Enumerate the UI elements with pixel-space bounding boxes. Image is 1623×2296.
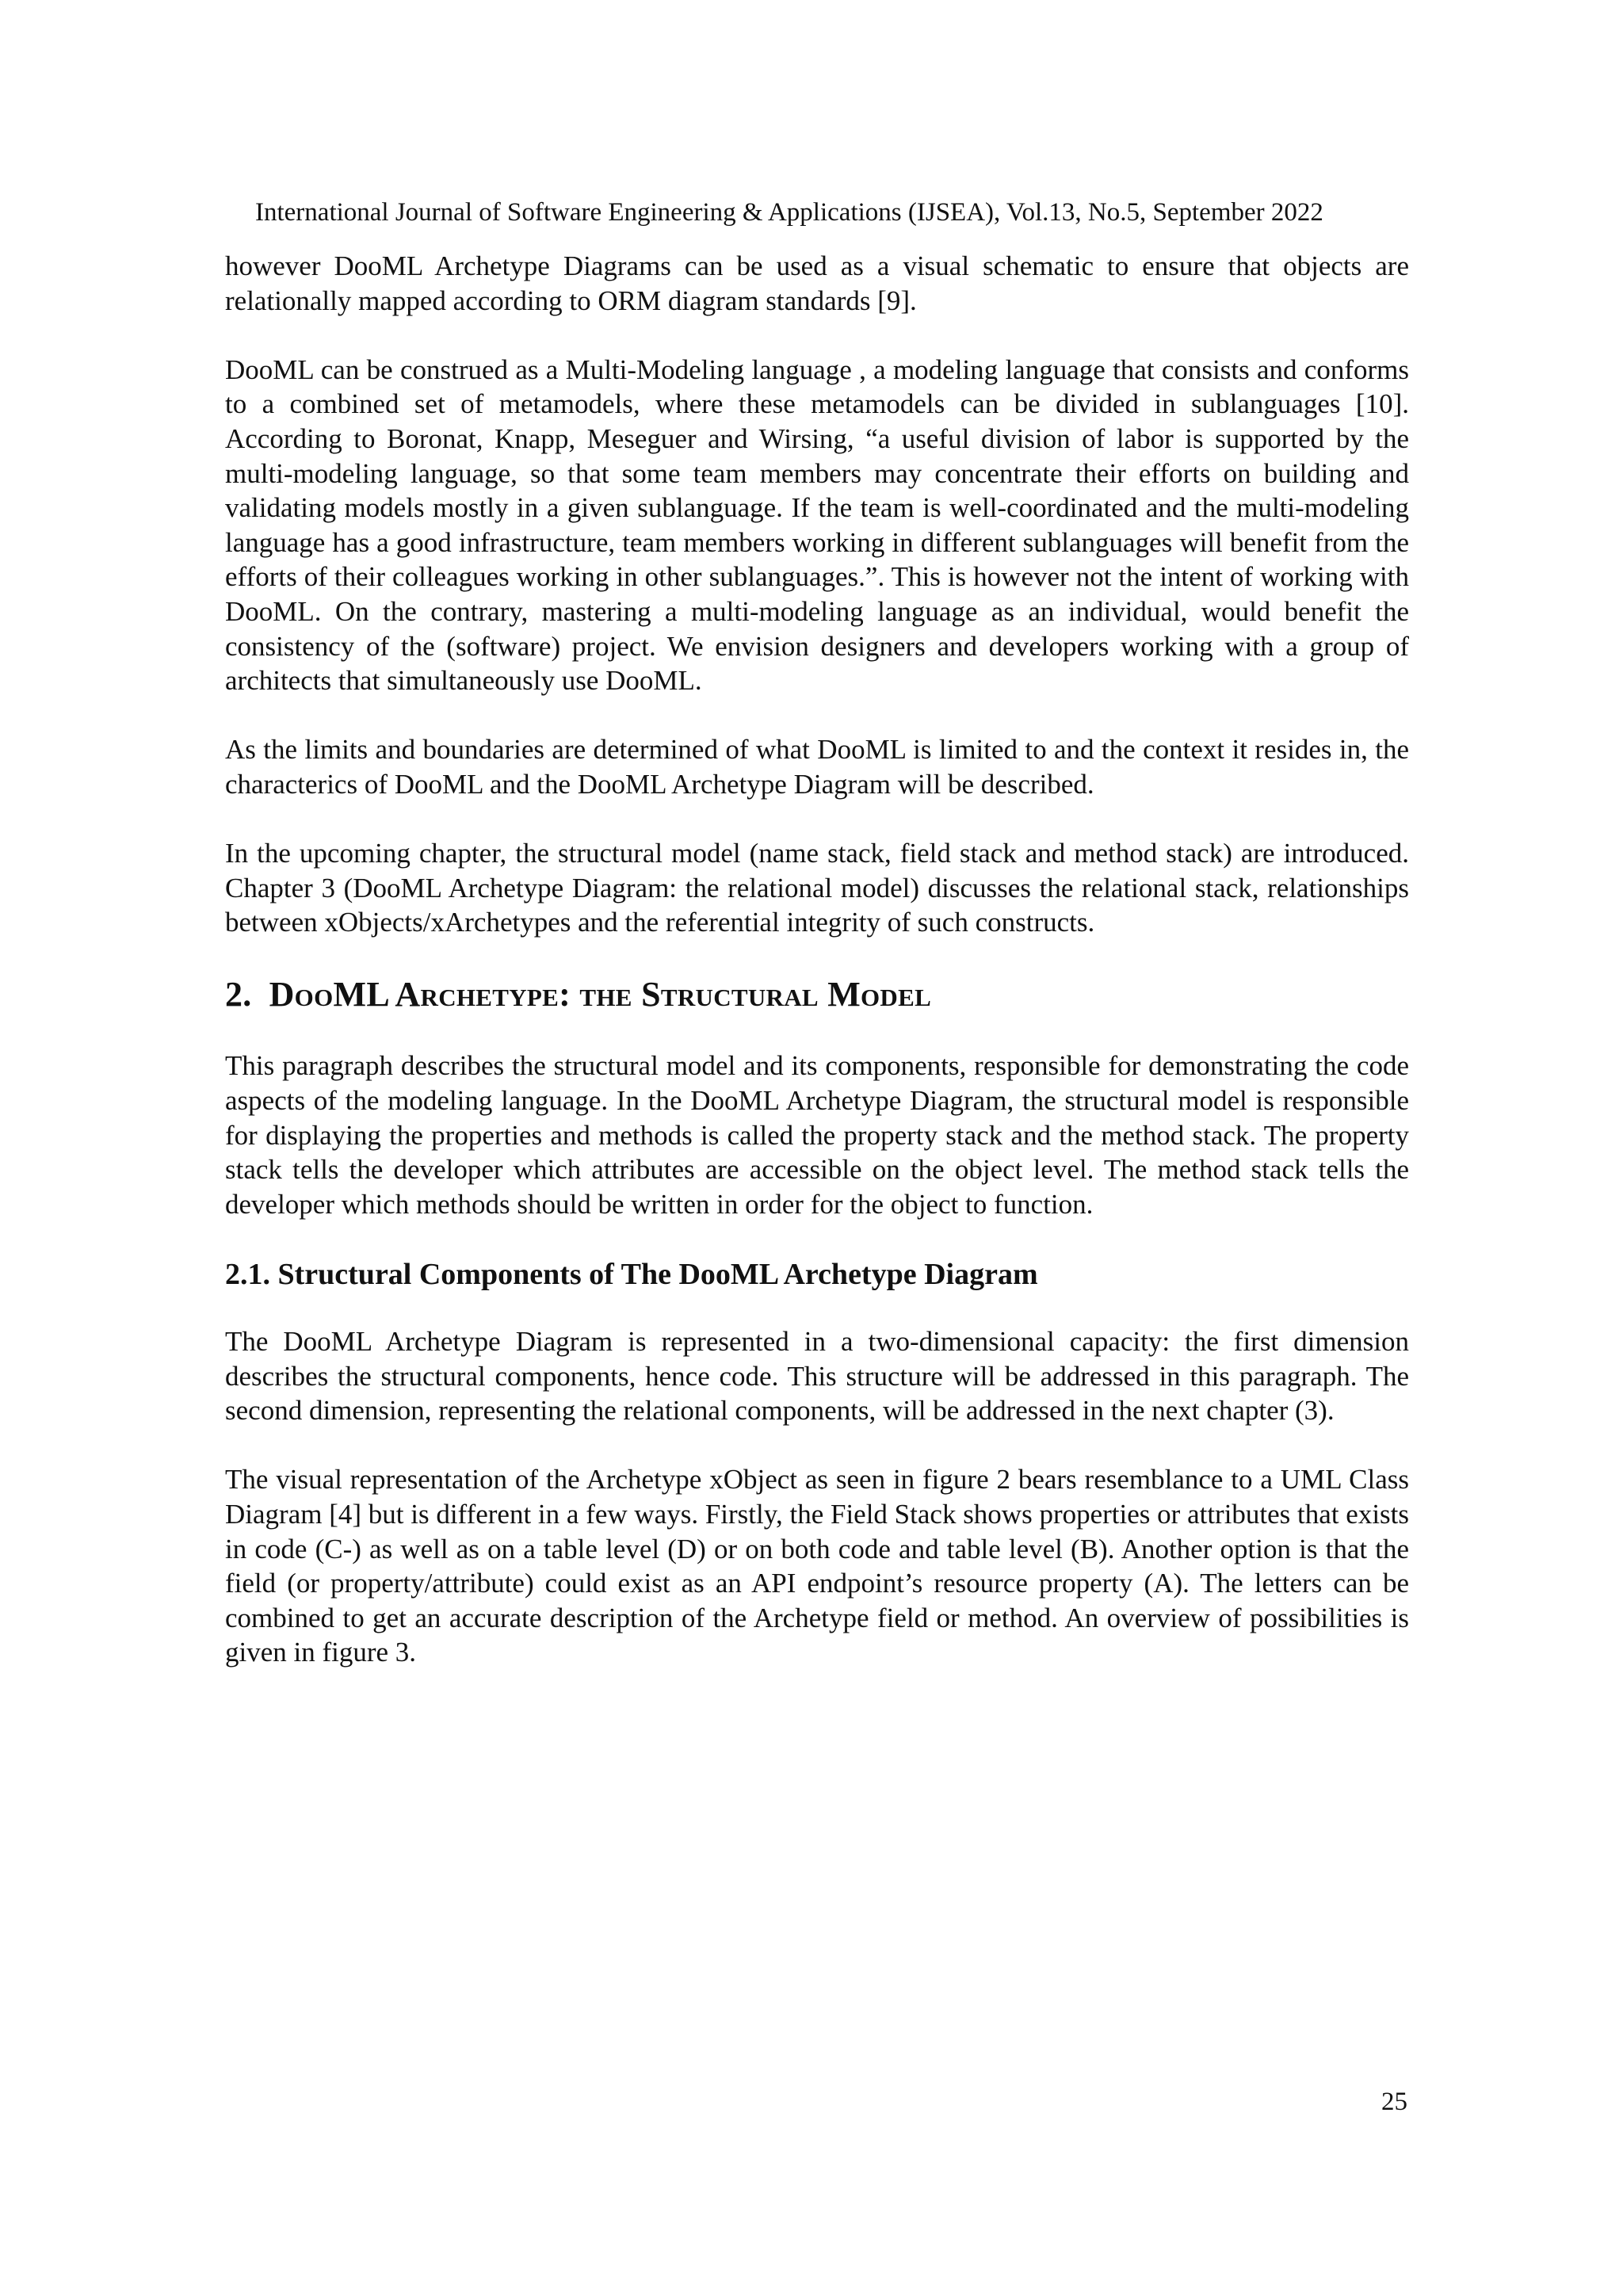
subsection-heading: 2.1. Structural Components of The DooML Archetype Diagram bbox=[225, 1258, 1038, 1292]
paragraph-orm-mapping: however DooML Archetype Diagrams can be used as a visual schematic to ensure that objects are relationally mapped according to ORM diagram standards [9]. bbox=[225, 250, 1409, 316]
running-head: International Journal of Software Engineering & Applications (IJSEA), Vol.13, No.5, September 2022 bbox=[255, 198, 1323, 227]
paragraph-upcoming-chapter: In the upcoming chapter, the structural model (name stack, field stack and method stack) are introduced. Chapter 3 (DooML Archetype Diagram: the relational model) discusses the relational stack, relationships between xObjects/xArchetypes and the referential integrity of such constructs. bbox=[225, 838, 1409, 938]
paragraph-limits-boundaries: As the limits and boundaries are determined of what DooML is limited to and the context it resides in, the characterics of DooML and the DooML Archetype Diagram will be described. bbox=[225, 734, 1409, 800]
paragraph-two-dimensional: The DooML Archetype Diagram is represented in a two-dimensional capacity: the first dimension describes the structural components, hence code. This structure will be addressed in this paragraph. The second dimension, representing the relational components, will be addressed in the next chapter (3). bbox=[225, 1326, 1409, 1427]
page-number: 25 bbox=[1381, 2088, 1407, 2116]
section-heading bbox=[225, 974, 1409, 1015]
section-number: 2. bbox=[225, 975, 252, 1014]
paragraph-visual-representation: The visual representation of the Archetype xObject as seen in figure 2 bears resemblance to a UML Class Diagram [4] but is different in a few ways. Firstly, the Field Stack shows properties or attributes that exists in code (C-) as well as on a table level (D) or on both code and table level (B). Another option is that the field (or property/attribute) could exist as an API endpoint’s resource property (A). The letters can be combined to get an accurate description of the Archetype field or method. An overview of possibilities is given in figure 3. bbox=[225, 1464, 1410, 1668]
paragraph-structural-model: This paragraph describes the structural model and its components, responsible for demonstrating the code aspects of the modeling language. In the DooML Archetype Diagram, the structural model is responsible for displaying the properties and methods is called the property stack and the method stack. The property stack tells the developer which attributes are accessible on the object level. The method stack tells the developer which methods should be written in order for the object to function. bbox=[225, 1050, 1409, 1220]
paragraph-multi-modeling: DooML can be construed as a Multi-Modeling language , a modeling language that consists and conforms to a combined set of metamodels, where these metamodels can be divided in sublanguages [10]. According to Boronat, Knapp, Meseguer and Wirsing, “a useful division of labor is supported by the multi-modeling language, so that some team members may concentrate their efforts on building and validating models mostly in a given sublanguage. If the team is well-coordinated and the multi-modeling language has a good infrastructure, team members working in different sublanguages will benefit from the efforts of their colleagues working in other sublanguages.”. This is however not the intent of working with DooML. On the contrary, mastering a multi-modeling language as an individual, would benefit the consistency of the (software) project. We envision designers and developers working with a group of architects that simultaneously use DooML. bbox=[225, 353, 1409, 697]
section-title: DooML Archetype: the Structural Model bbox=[269, 975, 932, 1014]
page-body bbox=[225, 249, 1409, 1705]
